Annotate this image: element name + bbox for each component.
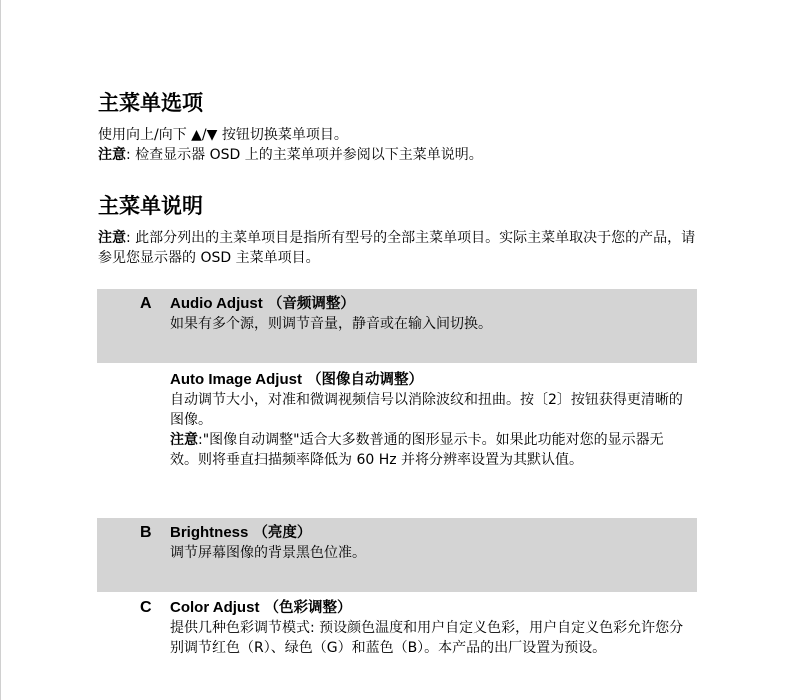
section-heading-main-menu-options: 主菜单选项 — [98, 91, 203, 115]
menu-item-auto-image-adjust — [170, 370, 685, 470]
menu-item-brightness — [170, 523, 685, 563]
item-title-cn: （色彩调整） — [264, 600, 352, 616]
note-label: 注意 — [170, 432, 198, 448]
note-label: 注意 — [98, 147, 126, 163]
menu-item-audio-adjust — [170, 294, 685, 334]
item-title — [170, 598, 685, 618]
item-description: 提供几种色彩调节模式: 预设颜色温度和用户自定义色彩，用户自定义色彩允许您分别调节红色（R）、绿色（G）和蓝色（B）。本产品的出厂设置为预设。 — [170, 620, 684, 656]
menu-item-color-adjust — [170, 598, 685, 658]
instruction-line: 使用向上/向下 ▲/▼ 按钮切换菜单项目。 — [98, 127, 348, 143]
item-title-en: Color Adjust — [170, 599, 260, 616]
page-left-border — [0, 0, 1, 700]
item-title — [170, 294, 685, 314]
item-description: 自动调节大小，对准和微调视频信号以消除波纹和扭曲。按〔2〕按钮获得更清晰的图像。 — [170, 392, 683, 428]
instruction-text — [98, 125, 700, 165]
item-letter-c: C — [140, 599, 152, 616]
section-heading-main-menu-description: 主菜单说明 — [98, 194, 203, 218]
item-letter-a: A — [140, 295, 152, 312]
note-text: :"图像自动调整"适合大多数普通的图形显示卡。如果此功能对您的显示器无效。则将垂直扫描频率降低为 60 Hz 并将分辨率设置为其默认值。 — [170, 432, 664, 468]
note-label: 注意 — [98, 230, 126, 246]
item-title-en: Brightness — [170, 524, 249, 541]
item-title-cn: （音频调整） — [267, 296, 355, 312]
item-description: 如果有多个源，则调节音量，静音或在输入间切换。 — [170, 316, 492, 332]
item-title — [170, 523, 685, 543]
item-title-cn: （亮度） — [253, 525, 312, 541]
item-title — [170, 370, 685, 390]
note-text: : 检查显示器 OSD 上的主菜单项并参阅以下主菜单说明。 — [126, 147, 483, 163]
description-note — [98, 228, 700, 268]
item-title-en: Audio Adjust — [170, 295, 263, 312]
note-text: : 此部分列出的主菜单项目是指所有型号的全部主菜单项目。实际主菜单取决于您的产品，请参见您显示器的 OSD 主菜单项目。 — [98, 230, 696, 266]
item-title-en: Auto Image Adjust — [170, 371, 302, 388]
item-description: 调节屏幕图像的背景黑色位准。 — [170, 545, 366, 561]
item-note — [170, 430, 685, 470]
item-letter-b: B — [140, 524, 152, 541]
item-title-cn: （图像自动调整） — [307, 372, 424, 388]
